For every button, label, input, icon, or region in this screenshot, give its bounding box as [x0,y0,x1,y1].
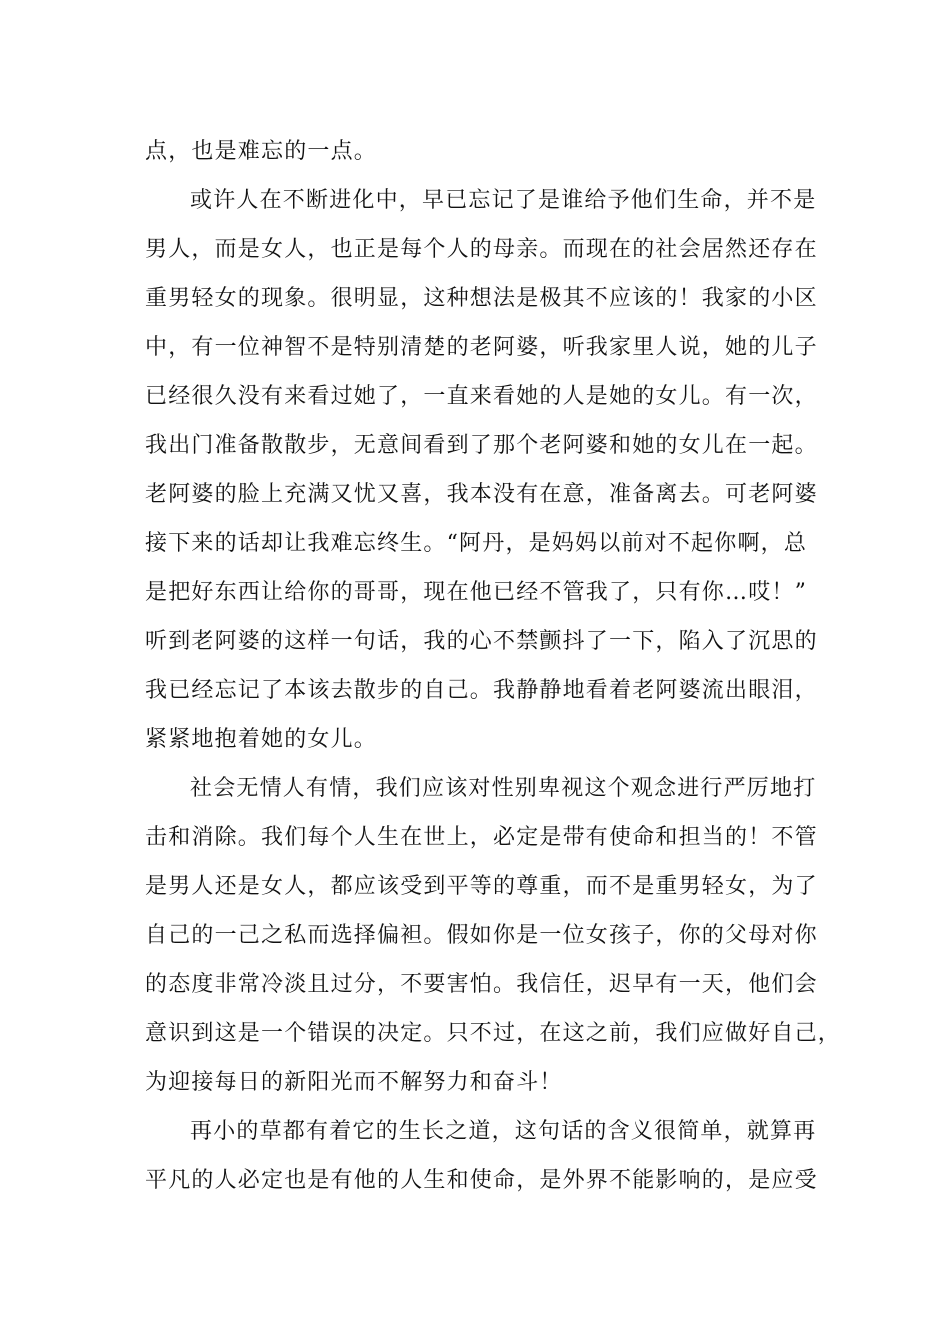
text-line: 中，有一位神智不是特别清楚的老阿婆，听我家里人说，她的儿子 [145,335,818,360]
text-line: 是把好东西让给你的哥哥，现在他已经不管我了，只有你…哎！” [145,580,808,605]
text-line: 平凡的人必定也是有他的人生和使命，是外界不能影响的，是应受 [145,1168,818,1193]
text-line: 为迎接每日的新阳光而不解努力和奋斗！ [145,1070,563,1095]
text-line: 意识到这是一个错误的决定。只不过，在这之前，我们应做好自己， [145,1021,842,1046]
text-line: 接下来的话却让我难忘终生。“阿丹，是妈妈以前对不起你啊，总 [145,531,808,556]
paragraph-start-line: 或许人在不断进化中，早已忘记了是谁给予他们生命，并不是 [190,188,817,213]
text-line: 已经很久没有来看过她了，一直来看她的人是她的女儿。有一次， [145,384,818,409]
text-line: 的态度非常冷淡且过分，不要害怕。我信任，迟早有一天，他们会 [145,972,818,997]
text-line: 点，也是难忘的一点。 [145,139,378,164]
text-line: 男人，而是女人，也正是每个人的母亲。而现在的社会居然还存在 [145,237,818,262]
paragraph-start-line: 再小的草都有着它的生长之道，这句话的含义很简单，就算再 [190,1119,817,1144]
paragraph-start-line: 社会无情人有情，我们应该对性别卑视这个观念进行严厉地打 [190,776,817,801]
text-line: 紧紧地抱着她的女儿。 [145,727,378,752]
text-line: 听到老阿婆的这样一句话，我的心不禁颤抖了一下，陷入了沉思的 [145,629,818,654]
text-line: 是男人还是女人，都应该受到平等的尊重，而不是重男轻女，为了 [145,874,818,899]
text-line: 自己的一己之私而选择偏袒。假如你是一位女孩子，你的父母对你 [145,923,818,948]
text-line: 我出门准备散散步，无意间看到了那个老阿婆和她的女儿在一起。 [145,433,818,458]
text-line: 老阿婆的脸上充满又忧又喜，我本没有在意，准备离去。可老阿婆 [145,482,818,507]
text-line: 击和消除。我们每个人生在世上，必定是带有使命和担当的！不管 [145,825,818,850]
text-line: 重男轻女的现象。很明显，这种想法是极其不应该的！我家的小区 [145,286,818,311]
text-line: 我已经忘记了本该去散步的自己。我静静地看着老阿婆流出眼泪， [145,678,818,703]
